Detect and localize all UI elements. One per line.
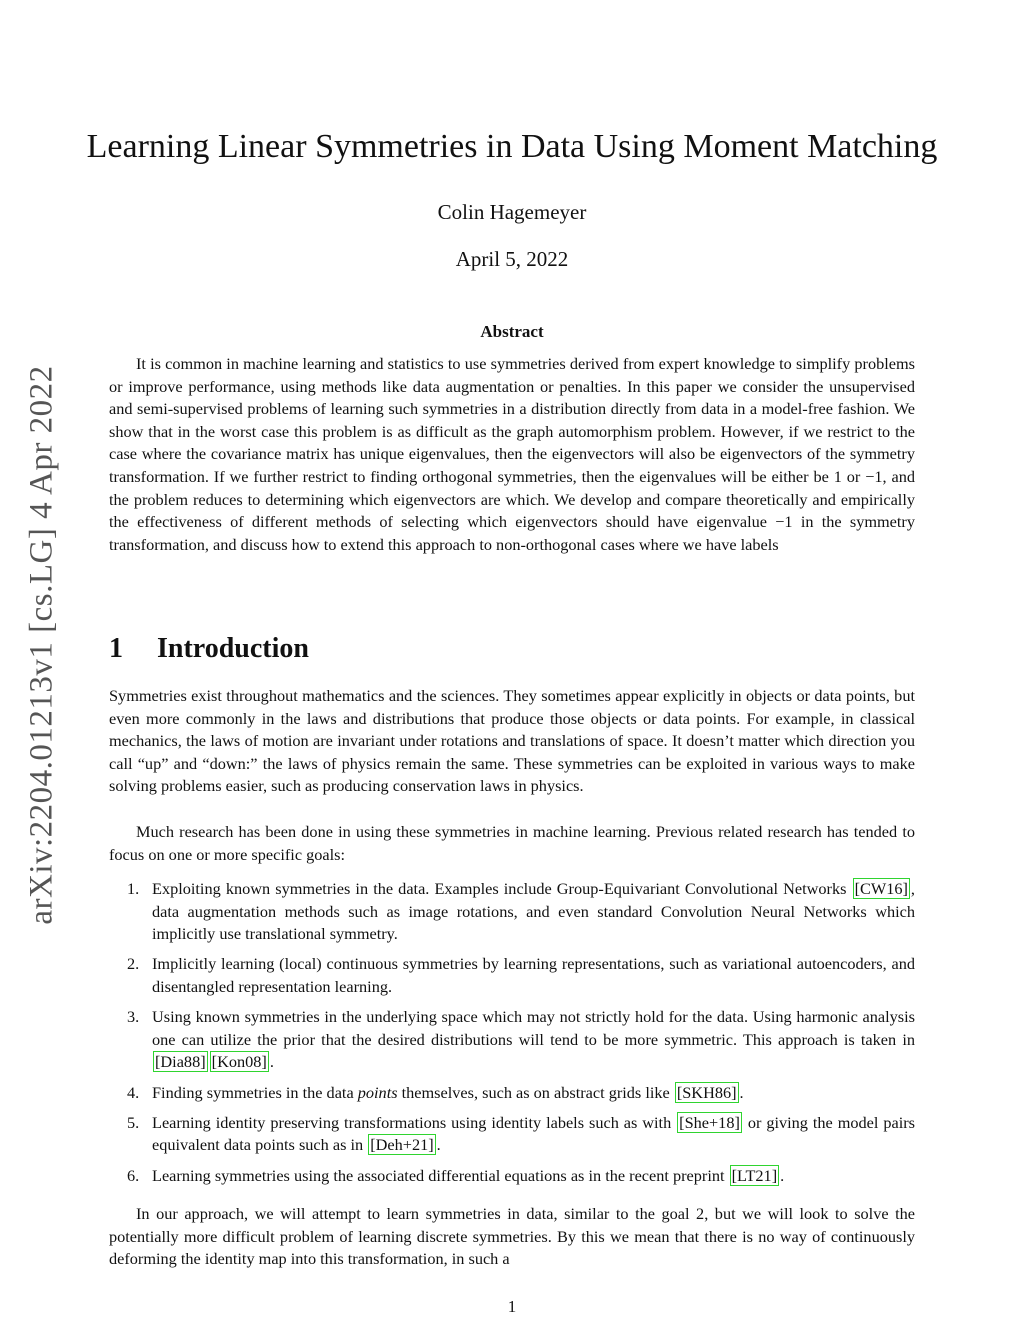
list-item: 5. Learning identity preserving transformations using identity labels such as with [She+18] or giving the model pairs equivalent data points such as in [Deh+21] . — [127, 1112, 915, 1155]
citation-link[interactable]: [SKH86] — [676, 1082, 737, 1102]
citation-link[interactable]: [CW16] — [854, 879, 908, 898]
page-number: 1 — [507, 1297, 517, 1316]
section-number: 1 — [109, 633, 123, 664]
list-number: 1. — [127, 879, 140, 898]
goal-list — [109, 878, 915, 1195]
citation-link[interactable]: [LT21] — [731, 1165, 778, 1185]
intro-paragraph: Symmetries exist throughout mathematics and the sciences. They sometimes appear explicitly in objects or data points, but even more commonly in the laws and distributions that produce those objects or data points. For example, in classical mechanics, the laws of motion are invariant under rotations and translations of space. It doesn’t matter which direction you call “up” and “down:” the laws of physics remain the same. These symmetries can be exploited in various ways to make solving problems easier, such as producing conservation laws in physics. — [109, 686, 915, 796]
paper-title: Learning Linear Symmetries in Data Using Moment Matching — [86, 128, 938, 165]
citation-link[interactable]: [Deh+21] — [370, 1135, 434, 1155]
list-number: 2. — [127, 954, 140, 974]
citation-link[interactable]: [Kon08] — [211, 1052, 267, 1072]
list-item: 1. Exploiting known symmetries in the data. Examples include Group-Equivariant Convolutional Networks [CW16] , data augmentation methods such as image rotations, and even standard Convolution Neural Networks which implicitly use translational symmetry. — [127, 879, 915, 944]
abstract-text: It is common in machine learning and statistics to use symmetries derived from expert knowledge to simplify problems or improve performance, using methods like data augmentation or penalties. In this paper we consider the unsupervised and semi-supervised problems of learning such symmetries in a distribution directly from data in a model-free fashion. We show that in the worst case this problem is as difficult as the graph automorphism problem. However, if we restrict to the case where the covariance matrix has unique eigenvalues, then the eigenvectors will also be eigenvectors of the symmetry transformation. If we further restrict to finding orthogonal symmetries, then the eigenvalues will be either be 1 or −1, and the problem reduces to determining which eigenvectors are which. We develop and compare theoretically and empirically the effectiveness of different methods of selecting which eigenvectors should have eigenvalue −1 in the symmetry transformation, and discuss how to extend this approach to non-orthogonal cases where we have labels — [109, 354, 915, 554]
list-item: 2. Implicitly learning (local) continuous symmetries by learning representations, such as variational autoencoders, and disentangled representation learning. — [127, 954, 915, 996]
citation-link[interactable]: [She+18] — [679, 1112, 740, 1132]
list-item: 4. Finding symmetries in the data points themselves, such as on abstract grids like [SKH86] . — [109, 1082, 915, 1105]
research-paragraph: Much research has been done in using these symmetries in machine learning. Previous related research has tended to focus on one or more specific goals: — [109, 822, 915, 864]
section-heading — [109, 633, 309, 665]
arxiv-identifier: arXiv:2204.01213v1 [cs.LG] 4 Apr 2022 — [23, 365, 60, 925]
list-number: 5. — [127, 1112, 140, 1132]
list-number: 4. — [127, 1082, 140, 1102]
list-number: 3. — [127, 1007, 140, 1027]
citation-link[interactable]: [Dia88] — [155, 1052, 206, 1072]
publication-date: April 5, 2022 — [455, 247, 569, 271]
author-name: Colin Hagemeyer — [437, 200, 587, 224]
approach-paragraph: In our approach, we will attempt to learn symmetries in data, similar to the goal 2, but we will look to solve the potentially more difficult problem of learning discrete symmetries. By this we mean that there is no way of continuously deforming the identity map into this transformation, in such a — [109, 1204, 915, 1269]
abstract-heading: Abstract — [480, 322, 544, 341]
list-item: 6. Learning symmetries using the associated differential equations as in the recent preprint [LT21] . — [109, 1165, 915, 1188]
list-item: 3. Using known symmetries in the underlying space which may not strictly hold for the data. Using harmonic analysis one can utilize the prior that the desired distributions will tend to be more symmetric. This approach is taken in [Dia88] [Kon08] . — [127, 1007, 915, 1072]
list-number: 6. — [127, 1165, 140, 1185]
section-title: Introduction — [157, 633, 309, 664]
